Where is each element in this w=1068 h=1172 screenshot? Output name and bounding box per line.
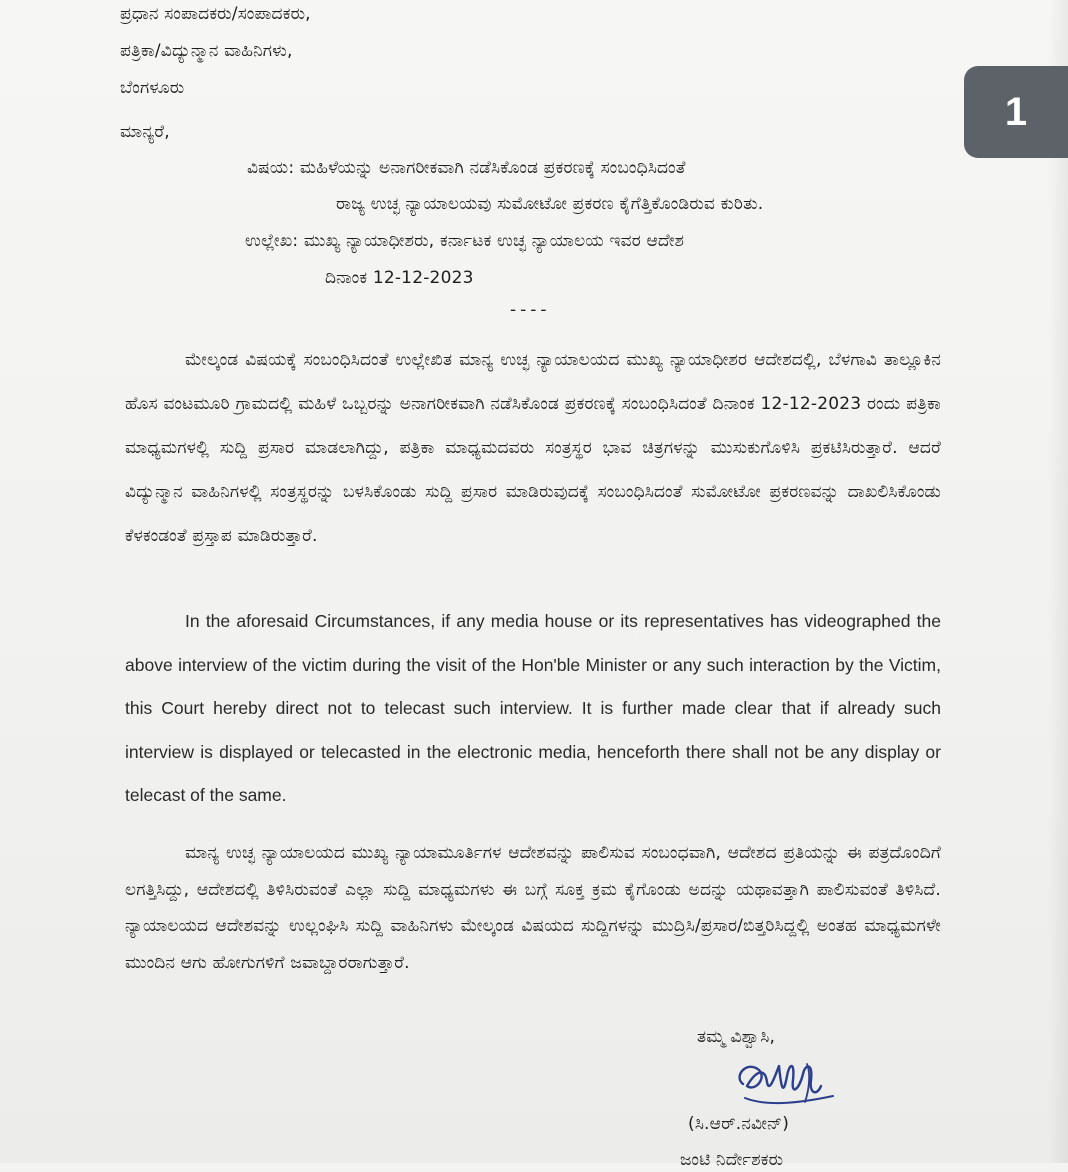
paragraph-english-text: In the aforesaid Circumstances, if any media house or its representatives has videographed the above interview of the victim during the visit of the Hon'ble Minister or any such interaction by the Victim, this Court hereby direct not to telecast such interview. It is further made clear that if already such interview is displayed or telecasted in the electronic media, henceforth there shall not be any display or telecast of the same. [125, 611, 941, 805]
page-number-badge [964, 66, 1068, 158]
signatory-title: ಜಂಟಿ ನಿರ್ದೇಶಕರು [680, 1150, 784, 1170]
paragraph-kannada-2-text: ಮಾನ್ಯ ಉಚ್ಛ ನ್ಯಾಯಾಲಯದ ಮುಖ್ಯ ನ್ಯಾಯಾಮೂರ್ತಿಗಳ ಆದೇಶವನ್ನು ಪಾಲಿಸುವ ಸಂಬಂಧವಾಗಿ, ಆದೇಶದ ಪ್ರತಿಯನ್ನು ಈ ಪತ್ರದೊಂದಿಗೆ ಲಗತ್ತಿಸಿದ್ದು, ಆದೇಶದಲ್ಲಿ ತಿಳಿಸಿರುವಂತೆ ಎಲ್ಲಾ ಸುದ್ದಿ ಮಾಧ್ಯಮಗಳು ಈ ಬಗ್ಗೆ ಸೂಕ್ತ ಕ್ರಮ ಕೈಗೊಂಡು ಅದನ್ನು ಯಥಾವತ್ತಾಗಿ ಪಾಲಿಸುವಂತೆ ತಿಳಿಸಿದೆ. ನ್ಯಾಯಾಲಯದ ಆದೇಶವನ್ನು ಉಲ್ಲಂಘಿಸಿ ಸುದ್ದಿ ವಾಹಿನಿಗಳು ಮೇಲ್ಕಂಡ ವಿಷಯದ ಸುದ್ದಿಗಳನ್ನು ಮುದ್ರಿಸಿ/ಪ್ರಸಾರ/ಬಿತ್ತರಿಸಿದ್ದಲ್ಲಿ ಅಂತಹ ಮಾಧ್ಯಮಗಳೇ ಮುಂದಿನ ಆಗು ಹೋಗುಗಳಿಗೆ ಜವಾಬ್ದಾರರಾಗುತ್ತಾರೆ. [125, 843, 941, 973]
recipient-line-2: ಪತ್ರಿಕಾ/ವಿದ್ಯುನ್ಮಾನ ವಾಹಿನಿಗಳು, [120, 41, 293, 61]
section-divider: ---- [510, 300, 551, 320]
subject-line-2: ರಾಜ್ಯ ಉಚ್ಛ ನ್ಯಾಯಾಲಯವು ಸುಮೋಟೋ ಪ್ರಕರಣ ಕೈಗೆತ್ತಿಕೊಂಡಿರುವ ಕುರಿತು. [336, 194, 764, 214]
salutation: ಮಾನ್ಯರೆ, [120, 122, 170, 142]
reference-line-1: ಉಲ್ಲೇಖ: ಮುಖ್ಯ ನ್ಯಾಯಾಧೀಶರು, ಕರ್ನಾಟಕ ಉಚ್ಛ ನ್ಯಾಯಾಲಯ ಇವರ ಆದೇಶ [245, 231, 685, 251]
paragraph-kannada-1 [125, 338, 941, 558]
paragraph-kannada-1-text: ಮೇಲ್ಕಂಡ ವಿಷಯಕ್ಕೆ ಸಂಬಂಧಿಸಿದಂತೆ ಉಲ್ಲೇಖಿತ ಮಾನ್ಯ ಉಚ್ಛ ನ್ಯಾಯಾಲಯದ ಮುಖ್ಯ ನ್ಯಾಯಾಧೀಶರ ಆದೇಶದಲ್ಲಿ, ಬೆಳಗಾವಿ ತಾಲ್ಲೂಕಿನ ಹೊಸ ವಂಟಮೂರಿ ಗ್ರಾಮದಲ್ಲಿ ಮಹಿಳೆ ಒಬ್ಬರನ್ನು ಅನಾಗರೀಕವಾಗಿ ನಡೆಸಿಕೊಂಡ ಪ್ರಕರಣಕ್ಕೆ ಸಂಬಂಧಿಸಿದಂತೆ ದಿನಾಂಕ 12-12-2023 ರಂದು ಪತ್ರಿಕಾ ಮಾಧ್ಯಮಗಳಲ್ಲಿ ಸುದ್ದಿ ಪ್ರಸಾರ ಮಾಡಲಾಗಿದ್ದು, ಪತ್ರಿಕಾ ಮಾಧ್ಯಮದವರು ಸಂತ್ರಸ್ಥರ ಭಾವ ಚಿತ್ರಗಳನ್ನು ಮುಸುಕುಗೊಳಿಸಿ ಪ್ರಕಟಿಸಿರುತ್ತಾರೆ. ಆದರೆ ವಿದ್ಯುನ್ಮಾನ ವಾಹಿನಿಗಳಲ್ಲಿ ಸಂತ್ರಸ್ಥರನ್ನು ಬಳಸಿಕೊಂಡು ಸುದ್ದಿ ಪ್ರಸಾರ ಮಾಡಿರುವುದಕ್ಕೆ ಸಂಬಂಧಿಸಿದಂತೆ ಸುಮೋಟೋ ಪ್ರಕರಣವನ್ನು ದಾಖಲಿಸಿಕೊಂಡು ಕೆಳಕಂಡಂತೆ ಪ್ರಸ್ತಾಪ ಮಾಡಿರುತ್ತಾರೆ. [125, 350, 941, 546]
page-number: 1 [1004, 89, 1028, 134]
recipient-line-3: ಬೆಂಗಳೂರು [120, 78, 185, 98]
paragraph-kannada-2 [125, 835, 941, 981]
handwritten-signature [725, 1046, 845, 1116]
paragraph-english [125, 600, 941, 818]
closing: ತಮ್ಮ ವಿಶ್ವಾಸಿ, [697, 1027, 776, 1047]
subject-line-1: ವಿಷಯ: ಮಹಿಳೆಯನ್ನು ಅನಾಗರೀಕವಾಗಿ ನಡೆಸಿಕೊಂಡ ಪ್ರಕರಣಕ್ಕೆ ಸಂಬಂಧಿಸಿದಂತೆ [247, 158, 686, 178]
signatory-name: (ಸಿ.ಆರ್.ನವೀನ್) [688, 1114, 790, 1134]
reference-line-2: ದಿನಾಂಕ 12-12-2023 [325, 268, 474, 288]
recipient-line-1: ಪ್ರಧಾನ ಸಂಪಾದಕರು/ಸಂಪಾದಕರು, [120, 4, 311, 24]
page-edge-shadow [1048, 0, 1068, 1163]
